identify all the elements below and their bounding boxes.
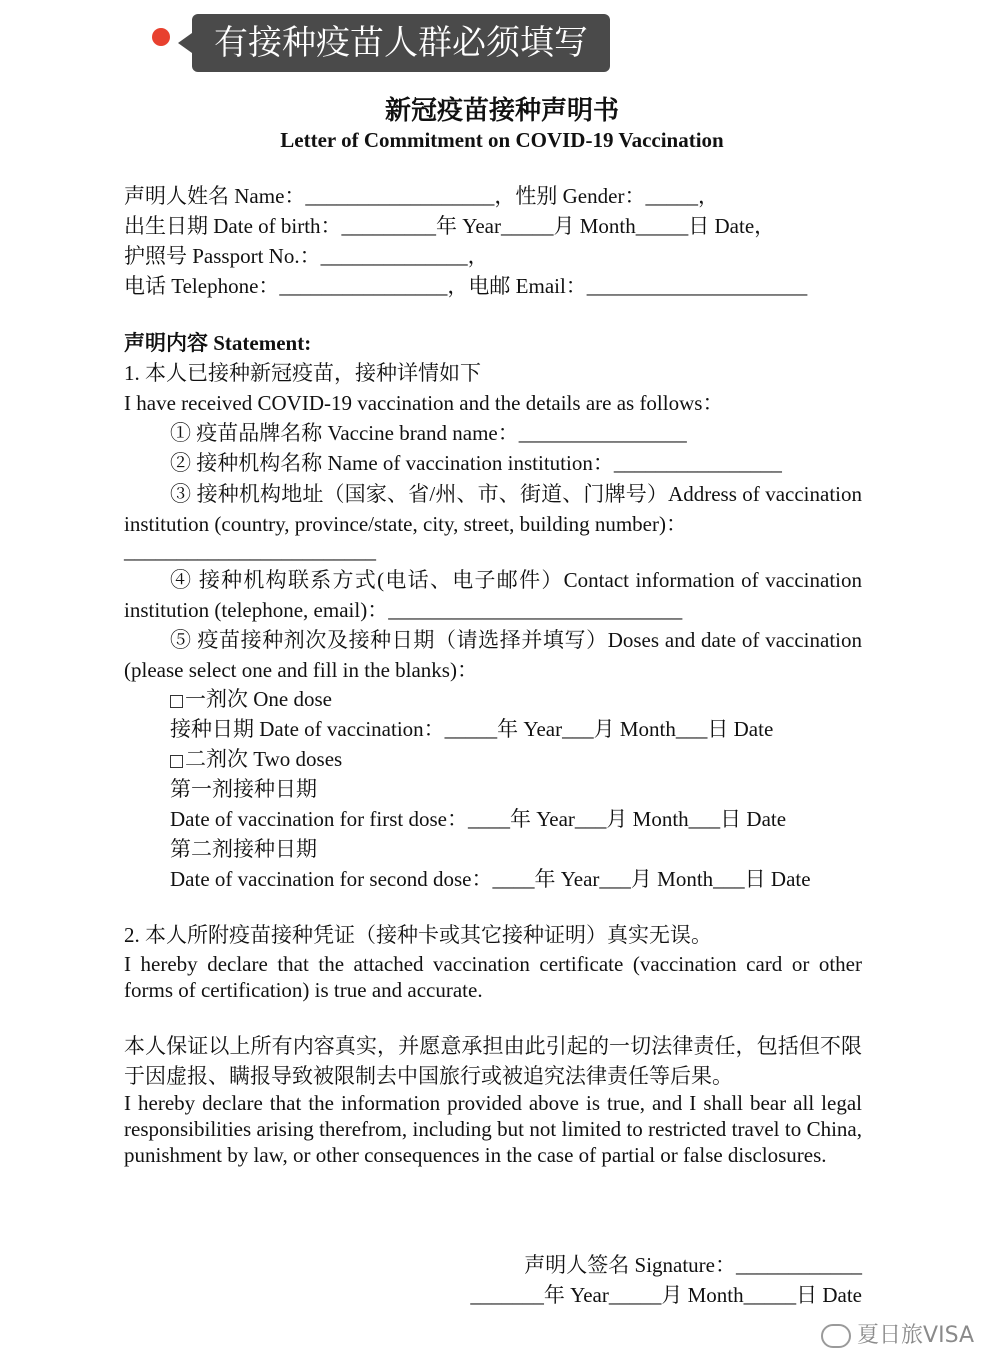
date-of-birth-line: 出生日期 Date of birth：_________年 Year_____月 Month_____日 Date，	[124, 214, 776, 238]
passport-line: 护照号 Passport No.：______________，	[124, 244, 489, 268]
vaccine-brand-line: ① 疫苗品牌名称 Vaccine brand name：________________	[170, 421, 687, 445]
watermark	[821, 1318, 974, 1349]
first-dose-date-line: Date of vaccination for first dose：____年 Year___月 Month___日 Date	[170, 807, 787, 831]
two-doses-label: 二剂次 Two doses	[185, 747, 343, 771]
two-doses-option[interactable]	[170, 745, 342, 773]
address-blank-line: ________________________	[124, 539, 376, 563]
institution-name-line: ② 接种机构名称 Name of vaccination institution：________________	[170, 451, 782, 475]
watermark-text: 夏日旅VISA	[857, 1323, 974, 1348]
guarantee-english: I hereby declare that the information provided above is true, and I shall bear all legal responsibilities arising therefrom, including but not limited to restricted travel to China, punishment by law, or other consequences in the case of partial or false disclosures.	[124, 1091, 862, 1167]
second-dose-date-line: Date of vaccination for second dose：____年 Year___月 Month___日 Date	[170, 867, 811, 891]
item2-chinese: 2. 本人所附疫苗接种凭证（接种卡或其它接种证明）真实无误。	[124, 923, 712, 947]
phone-email-line: 电话 Telephone：________________，电邮 Email：_____________________	[124, 274, 808, 298]
name-gender-line: 声明人姓名 Name：__________________，性别 Gender：_____，	[124, 184, 719, 208]
one-dose-date-line: 接种日期 Date of vaccination：_____年 Year___月 Month___日 Date	[170, 717, 774, 741]
item1-chinese: 1. 本人已接种新冠疫苗，接种详情如下	[124, 361, 481, 385]
institution-contact-paragraph: ④ 接种机构联系方式(电话、电子邮件）Contact information of vaccination institution (telephone, email)：____________________________	[124, 568, 862, 622]
first-dose-label: 第一剂接种日期	[170, 777, 317, 801]
guarantee-chinese: 本人保证以上所有内容真实，并愿意承担由此引起的一切法律责任，包括但不限于因虚报、瞒报导致被限制去中国旅行或被追究法律责任等后果。	[124, 1034, 862, 1088]
item2-english: I hereby declare that the attached vaccination certificate (vaccination card or other forms of certification) is true and accurate.	[124, 952, 862, 1002]
banner-text: 有接种疫苗人群必须填写	[192, 14, 610, 72]
checkbox-icon[interactable]	[170, 695, 183, 708]
one-dose-option[interactable]	[170, 685, 332, 713]
item1-english: I have received COVID-19 vaccination and the details are as follows：	[124, 391, 724, 415]
red-dot-icon	[152, 28, 170, 46]
title-english: Letter of Commitment on COVID-19 Vaccination	[280, 128, 724, 152]
statement-heading: 声明内容 Statement:	[124, 331, 312, 355]
checkbox-icon[interactable]	[170, 755, 183, 768]
one-dose-label: 一剂次 One dose	[185, 687, 332, 711]
signature-date-line: _______年 Year_____月 Month_____日 Date	[470, 1283, 862, 1307]
signature-line: 声明人签名 Signature：____________	[524, 1253, 862, 1277]
wechat-icon	[821, 1324, 851, 1348]
title-chinese: 新冠疫苗接种声明书	[384, 96, 619, 125]
doses-paragraph: ⑤ 疫苗接种剂次及接种日期（请选择并填写）Doses and date of vaccination (please select one and fill in the blanks)：	[124, 628, 862, 682]
institution-address-paragraph: ③ 接种机构地址（国家、省/州、市、街道、门牌号）Address of vaccination institution (country, province/state, city, street, building number)：	[124, 482, 862, 536]
second-dose-label: 第二剂接种日期	[170, 837, 317, 861]
